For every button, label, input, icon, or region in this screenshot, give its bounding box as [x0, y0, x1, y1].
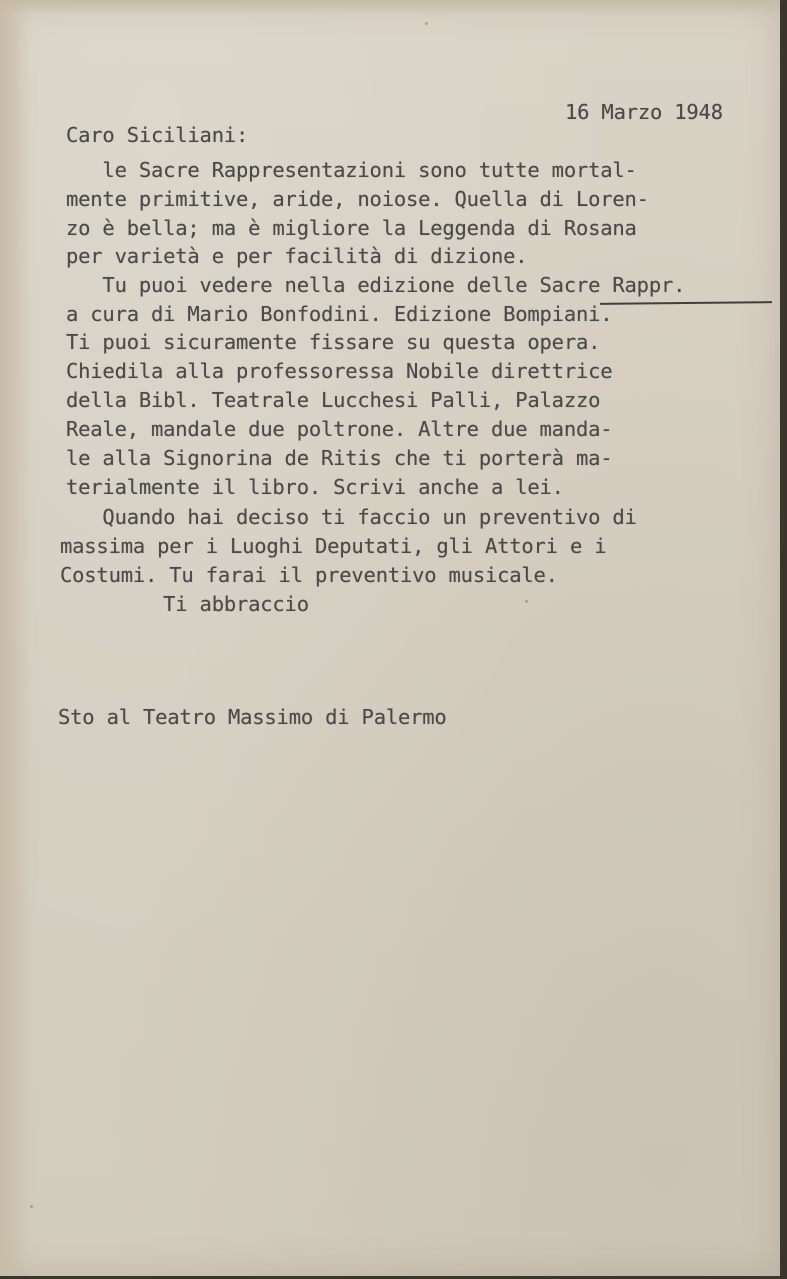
- letter-body-line: mente primitive, aride, noiose. Quella di Loren-: [66, 187, 649, 211]
- letter-salutation: Caro Siciliani:: [66, 123, 249, 147]
- paper-top-shadow: [0, 0, 780, 14]
- letter-body-line: le Sacre Rappresentazioni sono tutte mortal-: [66, 158, 637, 182]
- letter-body-line: Costumi. Tu farai il preventivo musicale.: [60, 563, 558, 587]
- letter-body-line: Quando hai deciso ti faccio un preventivo di: [66, 505, 637, 529]
- letter-body-line: Ti puoi sicuramente fissare su questa opera.: [66, 330, 601, 354]
- paper-edge-shadow: [0, 0, 30, 1276]
- title-underline: [600, 301, 772, 304]
- letter-body-line: Reale, mandale due poltrone. Altre due manda-: [66, 417, 613, 441]
- paper-speck: [425, 22, 428, 25]
- letter-body-line: massima per i Luoghi Deputati, gli Attori e i: [60, 534, 607, 558]
- letter-body-line: Chiedila alla professoressa Nobile direttrice: [66, 359, 613, 383]
- paper-speck: [590, 232, 593, 235]
- letter-body-line: per varietà e per facilità di dizione.: [66, 244, 528, 268]
- letter-body-line: a cura di Mario Bonfodini. Edizione Bompiani.: [66, 302, 613, 326]
- letter-body-line: terialmente il libro. Scrivi anche a lei.: [66, 475, 564, 499]
- letter-body-line: Tu puoi vedere nella edizione delle Sacre Rappr.: [66, 273, 686, 297]
- paper-speck: [525, 600, 528, 603]
- letter-body-line: zo è bella; ma è migliore la Leggenda di Rosana: [66, 216, 637, 240]
- letter-body-line: le alla Signorina de Ritis che ti porterà ma-: [66, 446, 613, 470]
- letter-postscript: Sto al Teatro Massimo di Palermo: [58, 705, 447, 729]
- letter-date: 16 Marzo 1948: [565, 100, 723, 124]
- paper-speck: [30, 1205, 33, 1208]
- letter-closing: Ti abbraccio: [66, 592, 309, 616]
- letter-body-line: della Bibl. Teatrale Lucchesi Palli, Palazzo: [66, 388, 601, 412]
